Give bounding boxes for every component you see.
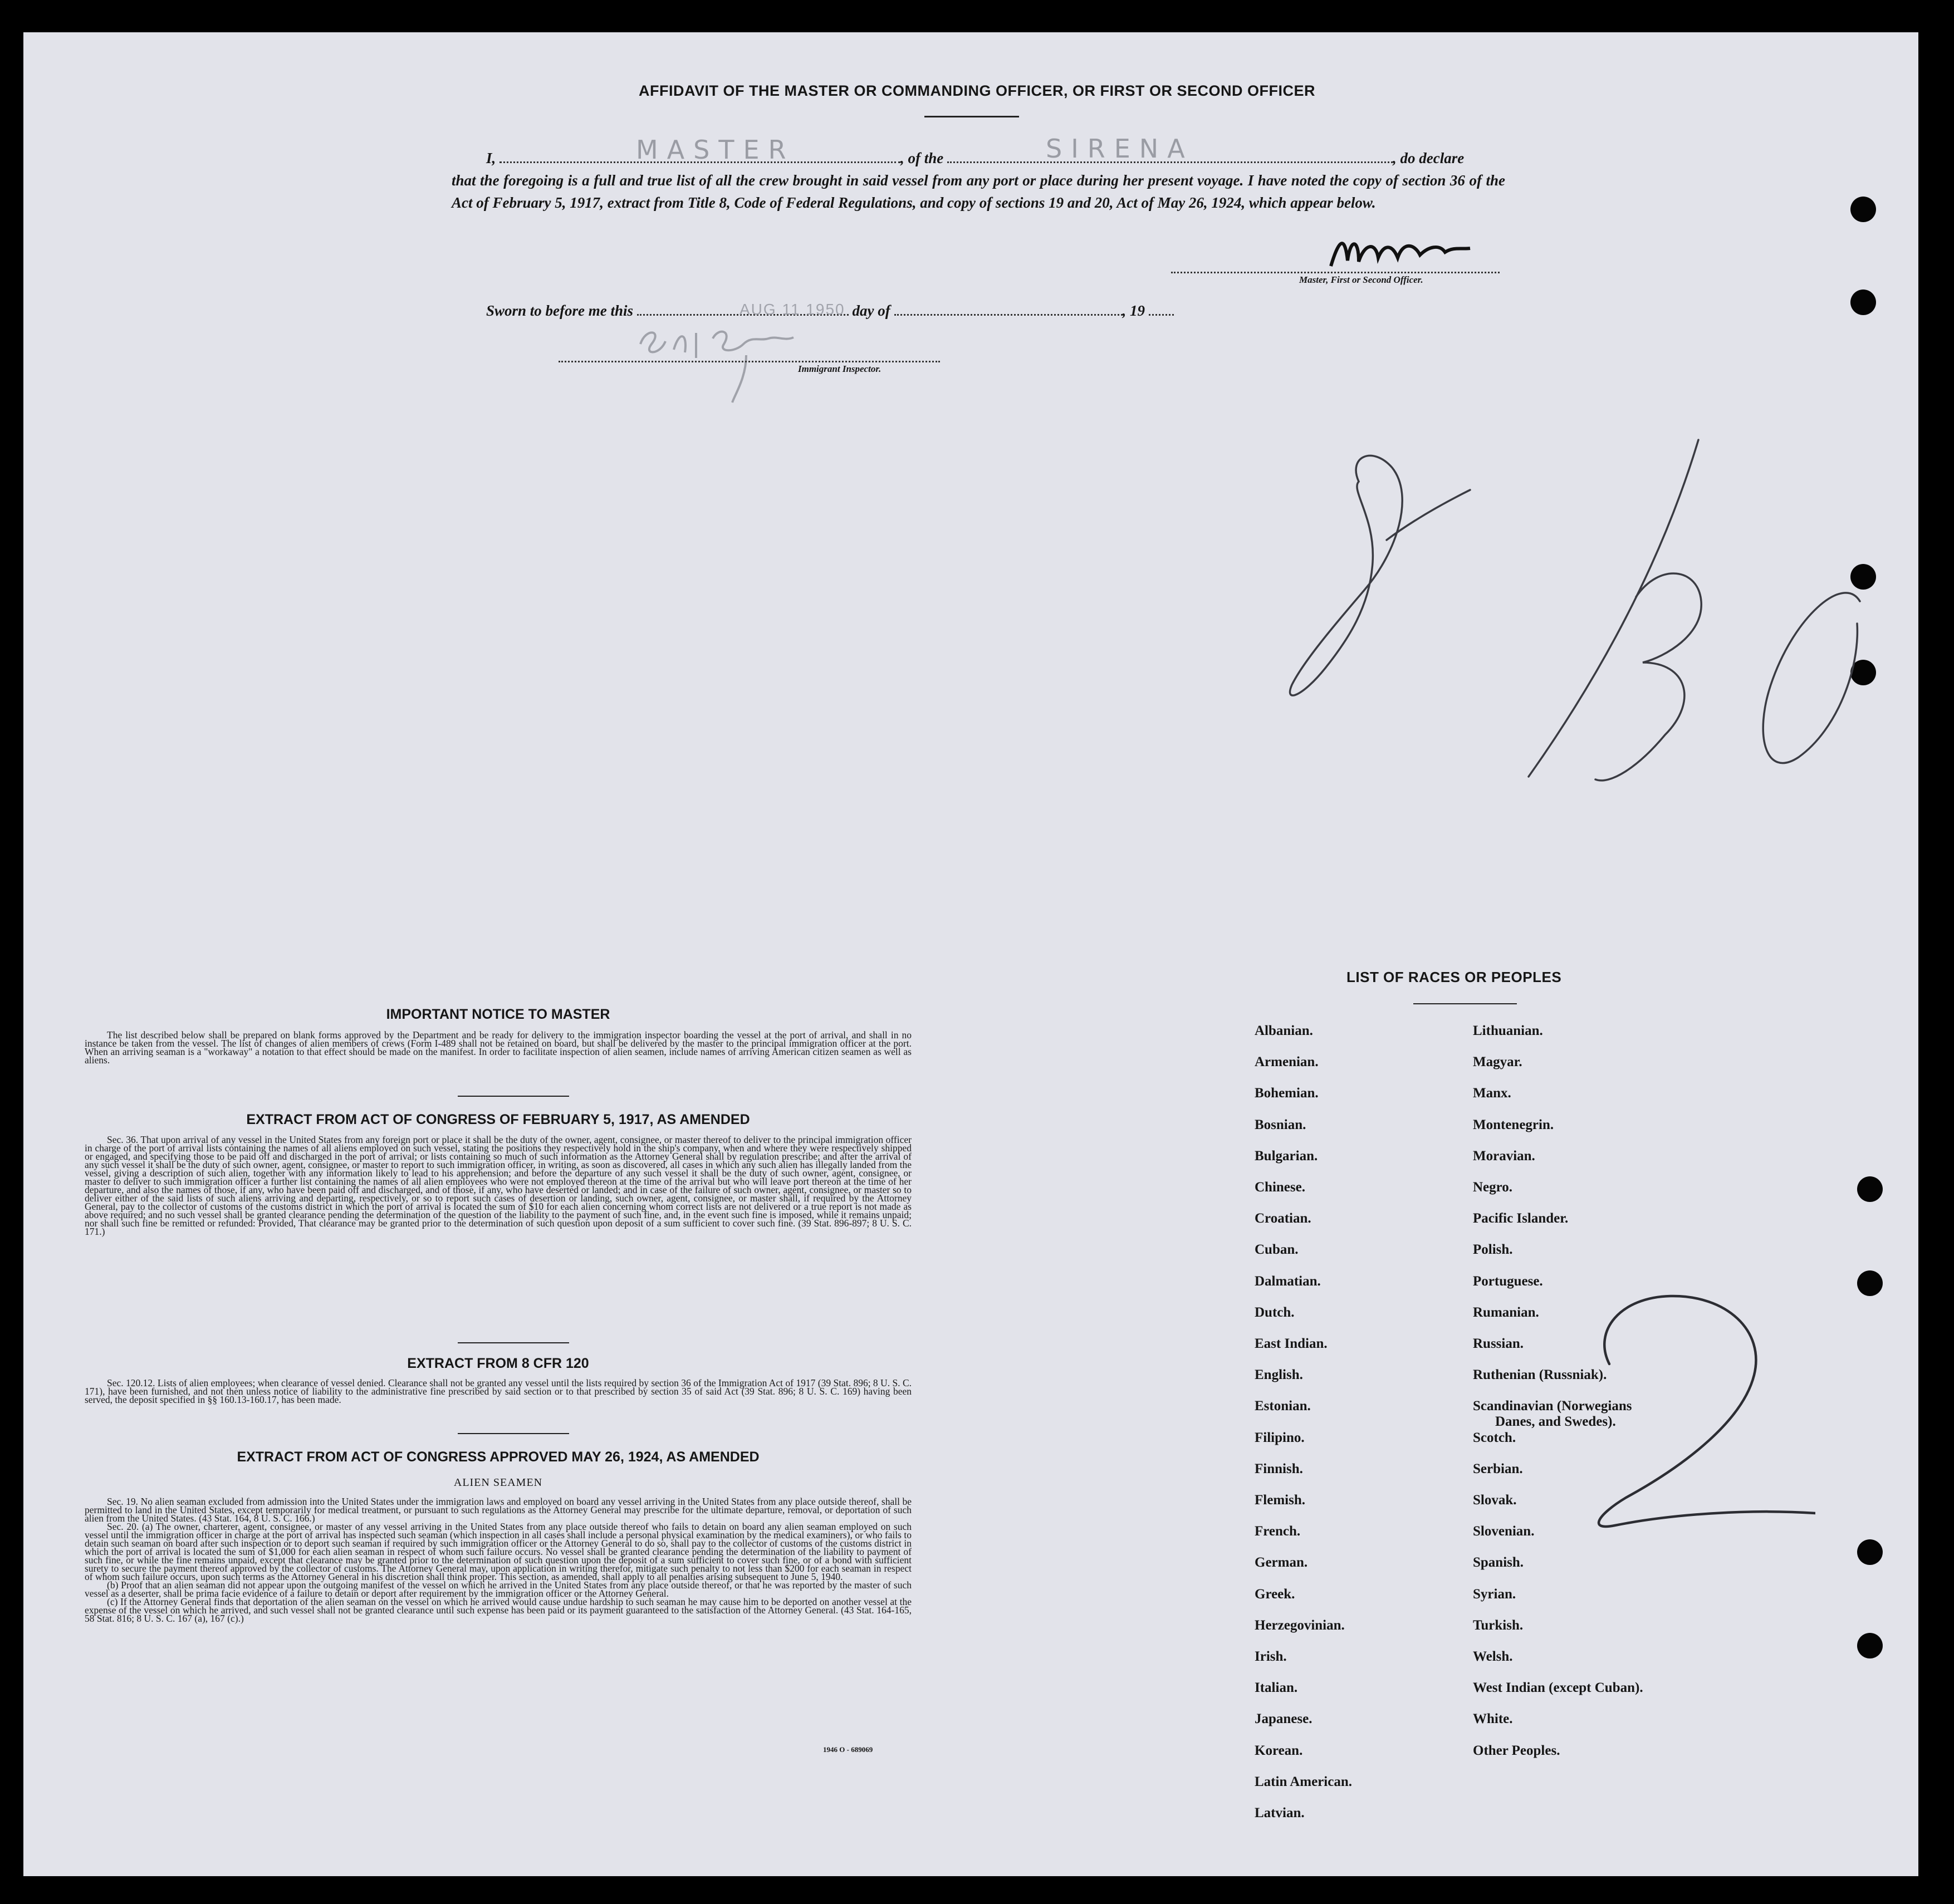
- of-the-label: , of the: [900, 150, 944, 166]
- declare-label: , do declare: [1393, 150, 1465, 166]
- sworn-month-field: [894, 300, 1123, 316]
- race-item: Bulgarian.: [1255, 1148, 1318, 1164]
- affidavit-body: that the foregoing is a full and true list of all the crew brought in said vessel from any port or place during her present voyage. I have noted the copy of section 36 of the Act of February 5, 1917, extract from Title 8, Code of Federal Regulations, and copy of sections 19 and 20, Act of May 26, 1924, which appear below.: [452, 172, 1505, 211]
- sworn-year-field: [1149, 300, 1174, 316]
- race-item: Cuban.: [1255, 1242, 1299, 1258]
- race-item: Syrian.: [1473, 1586, 1516, 1602]
- section-20a-paragraph: Sec. 20. (a) The owner, charterer, agent, consignee, or master of any vessel arriving in the United States from any place outside thereof who fails to detain on board any alien seaman employed on such vessel until the immigration officer in charge at the port of arrival has inspected such seaman (which inspection in all cases shall include a personal physical examination by the medical examiners), or who fails to detain such seaman on board after such inspection or to deport such seaman if required by such immigration officer or the Attorney General to do so, shall pay to the collector of customs of the customs district in which the port of arrival is located the sum of $1,000 for each alien seaman in respect of whom such failure occurs. No vessel shall be granted clearance pending the determination of the liability to payment of such fine, or while the fine remains unpaid, except that clearance may be granted prior to the determination of such question upon the deposit of a sum sufficient to cover such fine, or of a bond with sufficient surety to secure the payment thereof approved by the collector of customs. The Attorney General may, upon application in writing therefor, mitigate such penalty to not less than $200 for each seaman in respect of whom such failure occurs, upon such terms as the Attorney General in his discretion shall think proper. This section, as amended, shall apply to all penalties arising subsequent to June 5, 1940.: [85, 1521, 912, 1582]
- race-item: Moravian.: [1473, 1148, 1535, 1164]
- notice-rule: [458, 1096, 569, 1097]
- punch-hole: [1857, 1633, 1883, 1658]
- punch-hole: [1857, 1539, 1883, 1565]
- inspector-signature: [635, 322, 802, 405]
- year-label: , 19: [1122, 302, 1145, 319]
- race-item: Rumanian.: [1473, 1304, 1539, 1320]
- notice-text: [85, 1031, 912, 1064]
- race-item: Turkish.: [1473, 1617, 1524, 1633]
- extract-1917-text: [85, 1136, 912, 1236]
- race-item: White.: [1473, 1711, 1513, 1727]
- race-item: Flemish.: [1255, 1493, 1305, 1508]
- race-item: Irish.: [1255, 1649, 1287, 1664]
- extract-cfr-paragraph: Sec. 120.12. Lists of alien employees; when clearance of vessel denied. Clearance shall not be granted any vessel until the lists required by section 36 of the Immigration Act of 1917 (39 Stat. 896; 8 U. S. C. 171), have been furnished, and not then unless notice of liability to the administrative fine prescribed by said section or to that prescribed by section 35 of said Act (39 Stat. 896; 8 U. S. C. 169) having been served, the deposit specified in §§ 160.13-160.17, has been made.: [85, 1377, 912, 1405]
- race-item: Serbian.: [1473, 1461, 1523, 1476]
- notice-paragraph: The list described below shall be prepared on blank forms approved by the Department and be ready for delivery to the immigration inspector boarding the vessel at the port of arrival, and shall in no instance be taken from the vessel. The list of changes of alien members of crews (Form I-489 shall not be retained on board, but shall be delivered by the master to the principal immigration officer at the port. When an arriving seaman is a "workaway" a notation to that effect should be made on the manifest. In order to facilitate inspection of alien seamen, include names of arriving American citizen seamen as well as aliens.: [85, 1029, 912, 1066]
- race-item: Herzegovinian.: [1255, 1617, 1345, 1633]
- race-item: Latin American.: [1255, 1774, 1352, 1789]
- date-stamp: AUG 11 1950: [740, 301, 845, 318]
- extract-1917-title: EXTRACT FROM ACT OF CONGRESS OF FEBRUARY 5, 1917, AS AMENDED: [246, 1112, 750, 1127]
- extract-1917-paragraph: Sec. 36. That upon arrival of any vessel in the United States from any foreign port or place it shall be the duty of the owner, agent, consignee, or master thereof to deliver to the principal immigration officer in charge of the port of arrival lists containing the names of all aliens employed on such vessel, stating the positions they respectively hold in the ship's company, when and where they were respectively shipped or engaged, and specifying those to be paid off and discharged in the port of arrival; or lists containing so much of such information as the Attorney General shall by regulation prescribe; and after the arrival of any such vessel it shall be the duty of such owner, agent, consignee, or master to report to such immigration officer, in writing, as soon as discovered, all cases in which any such alien has illegally landed from the vessel, giving a description of such alien, together with any information likely to lead to his apprehension; and before the departure of any such vessel it shall be the duty of such owner, agent, consignee, or master to deliver to such immigration officer a further list containing the names of all alien employees who were not employed thereon at the time of the arrival but who will leave port thereon at the time of her departure, and also the names of those, if any, who have been paid off and discharged, and of those, if any, who have deserted or landed; and in case of the failure of such owner, agent, consignee, or master so to deliver either of the said lists of such aliens arriving and departing, respectively, or so to report such cases of desertion or landing, such owner, agent, consignee, or master shall, if required by the Attorney General, pay to the collector of customs of the customs district in which the port of arrival is located the sum of $10 for each alien concerning whom correct lists are not delivered or a true report is not made as above required; and no such vessel shall be granted clearance pending the determination of the question of the liability to the payment of such fine, and, in the event such fine is imposed, while it remains unpaid; nor shall such fine be remitted or refunded: Provided, That clearance may be granted prior to the determination of such question upon deposit of a sum sufficient to cover such fine. (39 Stat. 896-897; 8 U. S. C. 171.): [85, 1134, 912, 1237]
- signature-line: [1171, 257, 1500, 273]
- inspector-line: [559, 346, 940, 362]
- race-item: Bohemian.: [1255, 1086, 1319, 1101]
- race-item: Other Peoples.: [1473, 1743, 1560, 1758]
- race-item: Ruthenian (Russniak).: [1473, 1367, 1607, 1383]
- extract-cfr-title: EXTRACT FROM 8 CFR 120: [407, 1356, 589, 1371]
- race-item: Dutch.: [1255, 1304, 1295, 1320]
- handwritten-date-note: [1275, 423, 1877, 868]
- race-item: Danes, and Swedes).: [1495, 1414, 1616, 1430]
- inspector-caption: Immigrant Inspector.: [798, 364, 881, 374]
- extract-1924-title: EXTRACT FROM ACT OF CONGRESS APPROVED MAY 26, 1924, AS AMENDED: [237, 1449, 760, 1465]
- master-handwritten: MASTER: [636, 135, 795, 165]
- extract-1917-rule: [458, 1342, 569, 1343]
- extract-1924-subtitle: ALIEN SEAMEN: [453, 1476, 543, 1489]
- sworn-label: Sworn to before me this: [486, 302, 634, 319]
- race-item: Filipino.: [1255, 1430, 1305, 1445]
- race-item: Montenegrin.: [1473, 1117, 1554, 1132]
- race-item: Pacific Islander.: [1473, 1211, 1569, 1226]
- race-item: Polish.: [1473, 1242, 1513, 1258]
- race-item: Italian.: [1255, 1680, 1298, 1696]
- race-item: Welsh.: [1473, 1649, 1513, 1664]
- punch-hole: [1857, 1176, 1883, 1202]
- race-item: West Indian (except Cuban).: [1473, 1680, 1643, 1696]
- notice-title: IMPORTANT NOTICE TO MASTER: [386, 1007, 610, 1022]
- race-item: Slovenian.: [1473, 1524, 1535, 1539]
- affidavit-title: AFFIDAVIT OF THE MASTER OR COMMANDING OFFICER, OR FIRST OR SECOND OFFICER: [639, 82, 1315, 99]
- race-item: Dalmatian.: [1255, 1273, 1321, 1289]
- race-item: Portuguese.: [1473, 1273, 1543, 1289]
- race-item: Scotch.: [1473, 1430, 1516, 1445]
- race-item: Latvian.: [1255, 1805, 1305, 1820]
- punch-hole: [1850, 289, 1876, 315]
- extract-cfr-text: [85, 1379, 912, 1404]
- race-item: French.: [1255, 1524, 1301, 1539]
- race-item: Scandinavian (Norwegians: [1473, 1398, 1632, 1414]
- races-title-rule: [1413, 1003, 1517, 1004]
- race-item: Korean.: [1255, 1743, 1303, 1758]
- race-item: Lithuanian.: [1473, 1023, 1543, 1038]
- punch-hole: [1850, 197, 1876, 222]
- race-item: Croatian.: [1255, 1211, 1311, 1226]
- race-item: Manx.: [1473, 1086, 1511, 1101]
- race-item: Bosnian.: [1255, 1117, 1306, 1132]
- races-list-title: LIST OF RACES OR PEOPLES: [1346, 969, 1562, 985]
- race-item: Magyar.: [1473, 1054, 1522, 1070]
- race-item: Albanian.: [1255, 1023, 1313, 1038]
- extract-1924-text: [85, 1498, 912, 1623]
- race-item: East Indian.: [1255, 1336, 1328, 1351]
- race-item: Spanish.: [1473, 1555, 1524, 1571]
- race-item: Chinese.: [1255, 1180, 1305, 1195]
- race-item: Greek.: [1255, 1586, 1295, 1602]
- section-20c-paragraph: (c) If the Attorney General finds that deportation of the alien seaman on the vessel on which he arrived would cause undue hardship to such seaman he may cause him to be deported on another vessel at the expense of the vessel on which he arrived, and such vessel shall not be granted clearance until such expense has been paid or its payment guaranteed to the satisfaction of the Attorney General. (43 Stat. 164-165, 58 Stat. 816; 8 U. S. C. 167 (a), 167 (c).): [85, 1596, 912, 1624]
- punch-hole: [1857, 1270, 1883, 1296]
- race-item: Negro.: [1473, 1180, 1513, 1195]
- title-rule: [924, 116, 1019, 117]
- race-item: Slovak.: [1473, 1493, 1517, 1508]
- race-item: Estonian.: [1255, 1398, 1311, 1414]
- vessel-handwritten: SIRENA: [1046, 134, 1194, 164]
- race-item: Finnish.: [1255, 1461, 1303, 1476]
- extract-cfr-rule: [458, 1433, 569, 1434]
- race-item: Japanese.: [1255, 1711, 1313, 1727]
- i-label: I,: [486, 150, 496, 166]
- race-item: Russian.: [1473, 1336, 1524, 1351]
- race-item: English.: [1255, 1367, 1303, 1383]
- race-item: German.: [1255, 1555, 1308, 1571]
- section-20b-paragraph: (b) Proof that an alien seaman did not appear upon the outgoing manifest of the vessel on which he arrived in the United States from any place outside thereof, or that he was reported by the master of such vessel as a deserter, shall be prima facie evidence of a failure to detain or deport after requirement by the immigration officer or the Attorney General.: [85, 1579, 912, 1599]
- signature-caption: Master, First or Second Officer.: [1299, 274, 1423, 285]
- race-item: Armenian.: [1255, 1054, 1319, 1070]
- print-code: 1946 O - 689069: [823, 1745, 873, 1754]
- section-19-paragraph: Sec. 19. No alien seaman excluded from admission into the United States under the immigration laws and employed on board any vessel arriving in the United States from any place outside thereof, shall be permitted to land in the United States, except temporarily for medical treatment, or pursuant to such regulations as the Attorney General may prescribe for the ultimate departure, removal, or deportation of such alien from the United States. (43 Stat. 164, 8 U. S. C. 166.): [85, 1496, 912, 1524]
- day-of-label: day of: [852, 302, 890, 319]
